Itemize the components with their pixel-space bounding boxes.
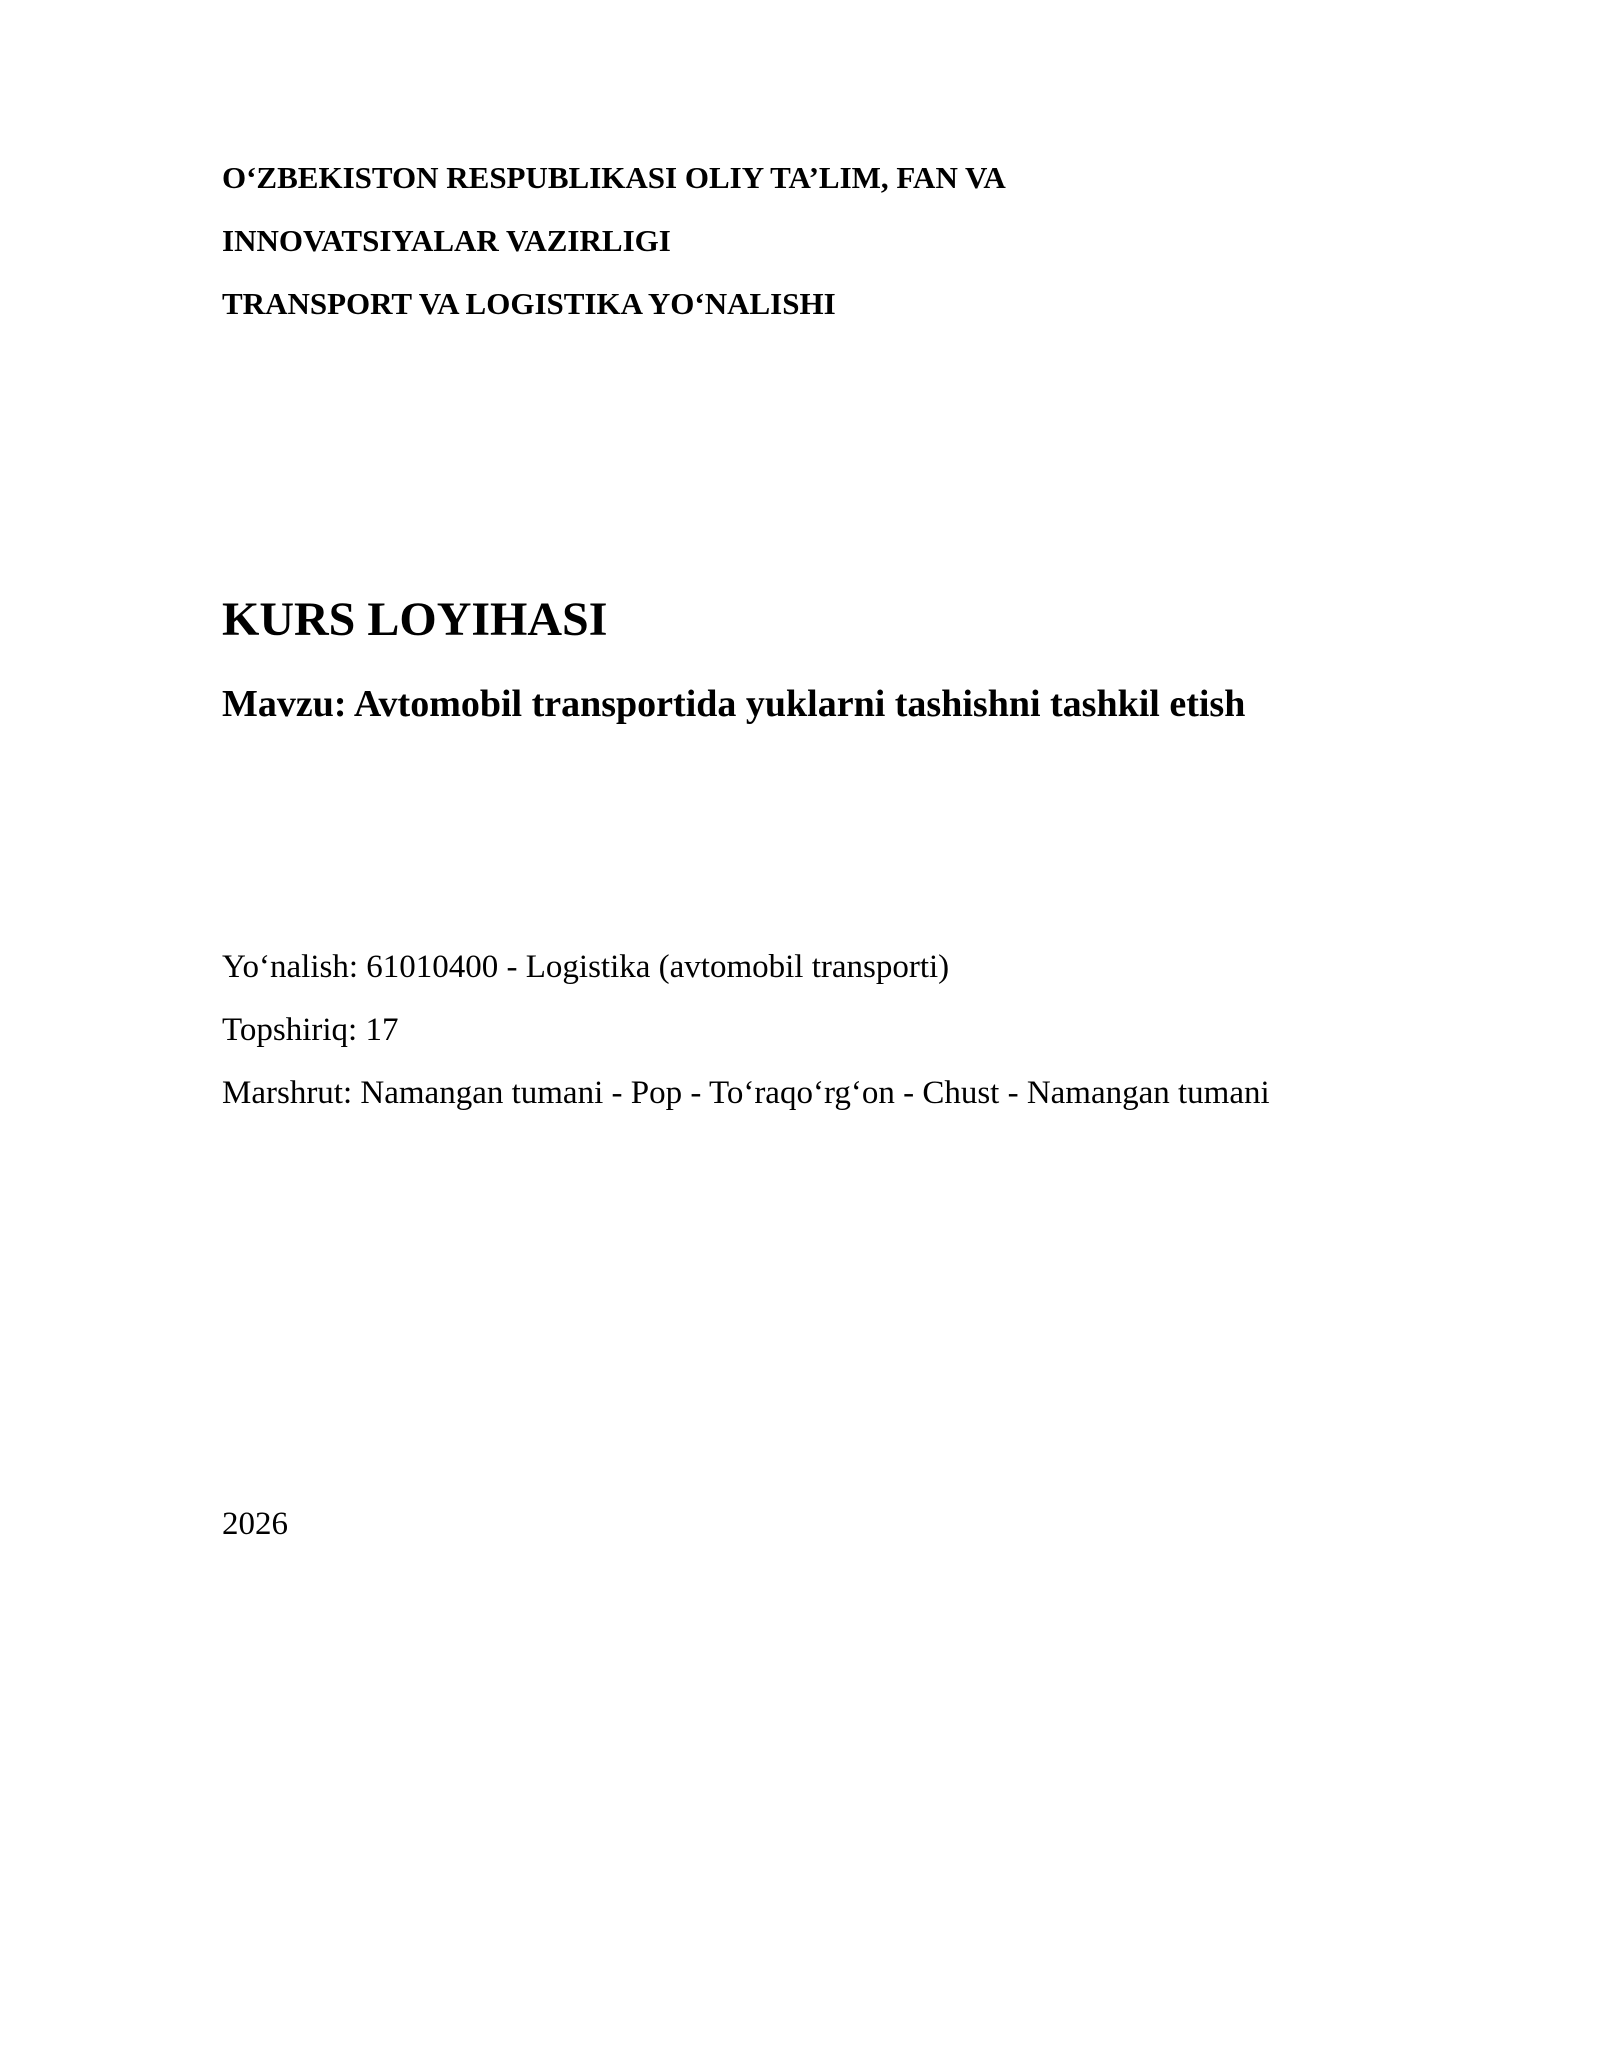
year-label: 2026 <box>222 1506 288 1542</box>
department-line: TRANSPORT VA LOGISTIKA YO‘NALISHI <box>222 286 836 321</box>
document-title: KURS LOYIHASI <box>222 593 608 646</box>
ministry-line-2: INNOVATSIYALAR VAZIRLIGI <box>222 223 671 258</box>
project-info <box>222 936 1472 1125</box>
assignment-line: Topshiriq: 17 <box>222 1012 399 1048</box>
institution-header <box>222 146 1422 335</box>
ministry-line-1: O‘ZBEKISTON RESPUBLIKASI OLIY TA’LIM, FAN VA <box>222 160 1006 195</box>
specialty-line: Yo‘nalish: 61010400 - Logistika (avtomobil transporti) <box>222 949 950 985</box>
document-subject: Mavzu: Avtomobil transportida yuklarni tashishni tashkil etish <box>222 683 1246 725</box>
route-line: Marshrut: Namangan tumani - Pop - To‘raqo‘rg‘on - Chust - Namangan tumani <box>222 1075 1270 1111</box>
